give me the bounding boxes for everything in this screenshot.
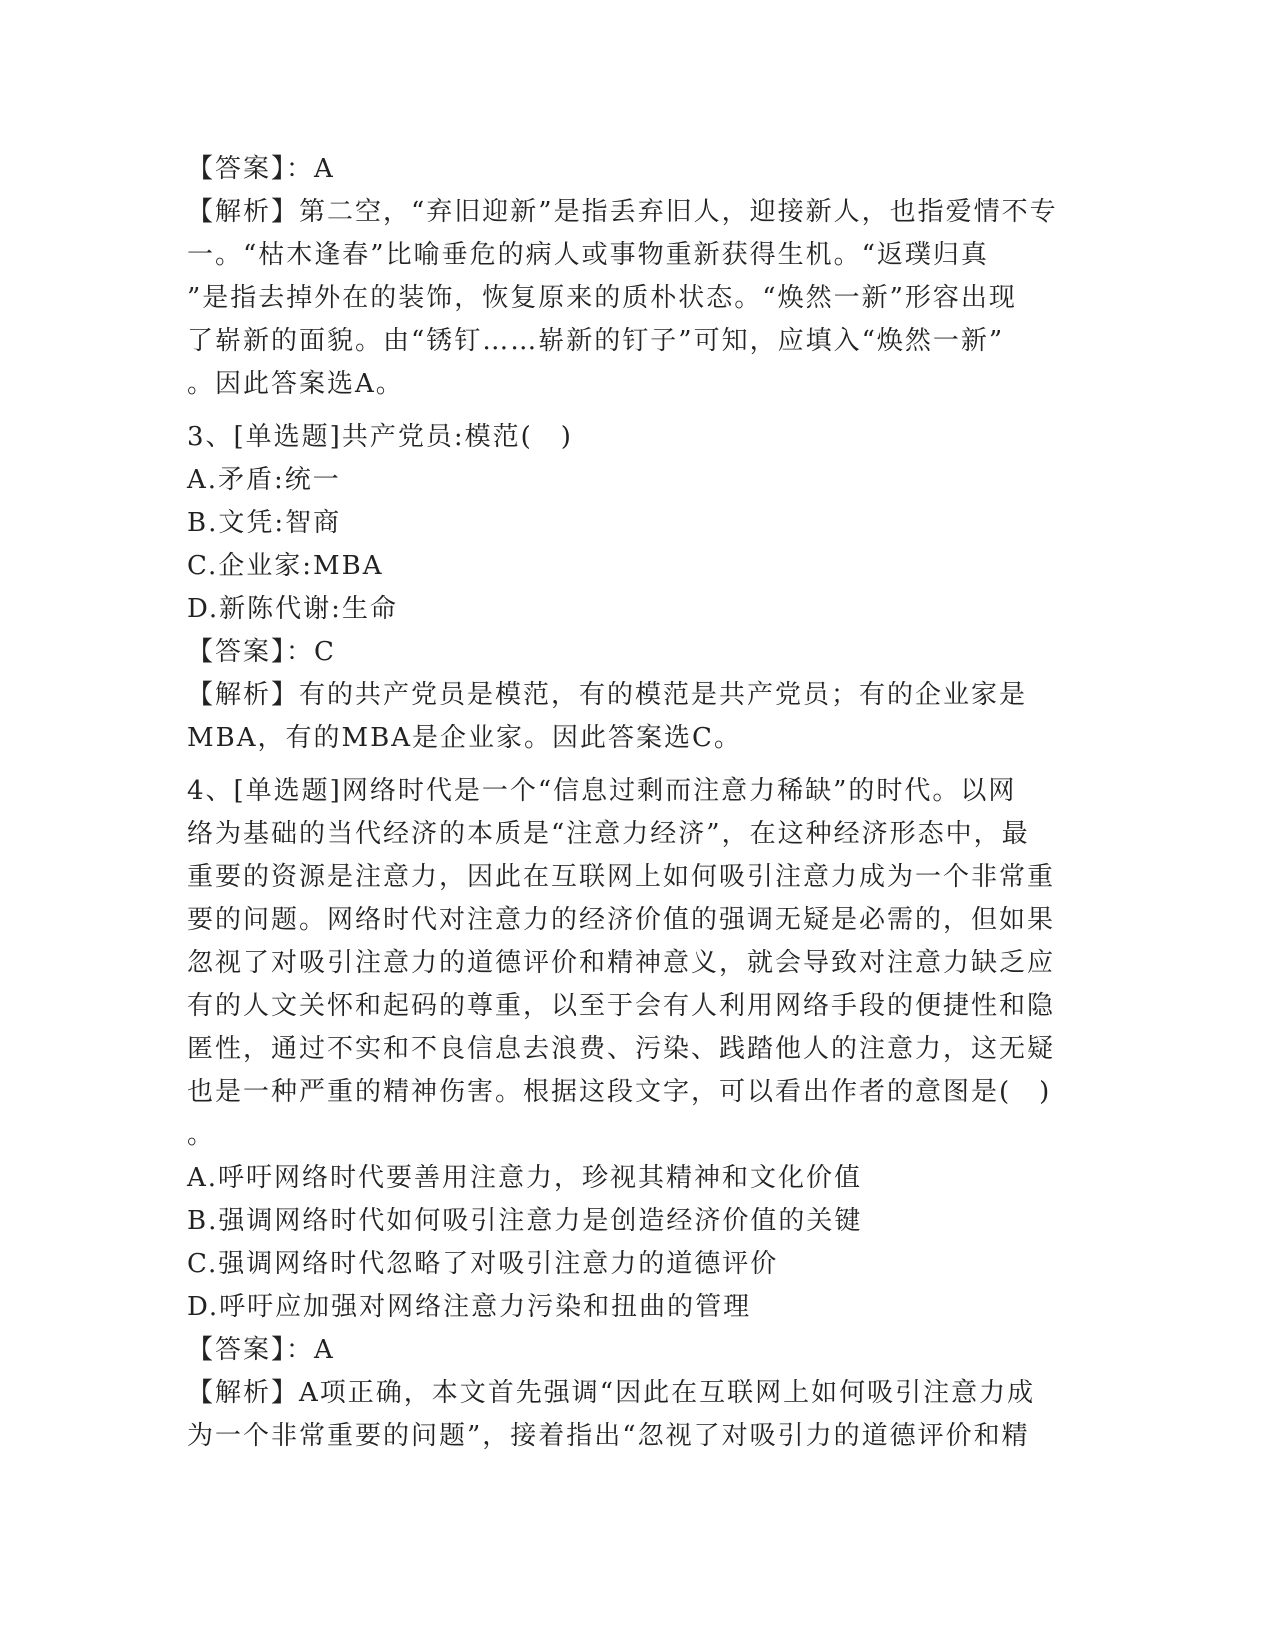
answer-line: 【答案】：A: [187, 154, 335, 184]
analysis-line: MBA，有的MBA是企业家。因此答案选C。: [187, 723, 742, 753]
question-stem-line: 络为基础的当代经济的本质是“注意力经济”，在这种经济形态中，最: [187, 819, 1030, 849]
option-a: A.呼吁网络时代要善用注意力，珍视其精神和文化价值: [187, 1163, 863, 1193]
question-stem-line: 4、[单选题]网络时代是一个“信息过剩而注意力稀缺”的时代。以网: [187, 776, 1017, 806]
question-stem-line: 。: [187, 1120, 216, 1150]
question-stem-line: 重要的资源是注意力，因此在互联网上如何吸引注意力成为一个非常重: [187, 862, 1056, 892]
analysis-line: 一。“枯木逢春”比喻垂危的病人或事物重新获得生机。“返璞归真: [187, 240, 989, 270]
question-2-tail: [187, 148, 1087, 406]
question-stem: 3、[单选题]共产党员:模范( ): [187, 422, 573, 452]
question-4: [187, 770, 1087, 1458]
question-stem-line: 忽视了对吸引注意力的道德评价和精神意义，就会导致对注意力缺乏应: [187, 948, 1056, 978]
question-stem-line: 有的人文关怀和起码的尊重，以至于会有人利用网络手段的便捷性和隐: [187, 991, 1056, 1021]
analysis-line: 【解析】第二空，“弃旧迎新”是指丢弃旧人，迎接新人，也指爱情不专: [187, 197, 1058, 227]
option-b: B.强调网络时代如何吸引注意力是创造经济价值的关键: [187, 1206, 863, 1236]
analysis-line: ”是指去掉外在的装饰，恢复原来的质朴状态。“焕然一新”形容出现: [187, 283, 1017, 313]
option-a: A.矛盾:统一: [187, 465, 341, 495]
option-c: C.企业家:MBA: [187, 551, 384, 581]
question-3: [187, 416, 1087, 760]
analysis-line: 。因此答案选A。: [187, 369, 404, 399]
question-stem-line: 要的问题。网络时代对注意力的经济价值的强调无疑是必需的，但如果: [187, 905, 1056, 935]
document-body: [187, 148, 1087, 1458]
option-d: D.呼吁应加强对网络注意力污染和扭曲的管理: [187, 1292, 752, 1322]
analysis-line: 了崭新的面貌。由“锈钉……崭新的钉子”可知，应填入“焕然一新”: [187, 326, 1005, 356]
question-stem-line: 匿性，通过不实和不良信息去浪费、污染、践踏他人的注意力，这无疑: [187, 1034, 1056, 1064]
answer-line: 【答案】：A: [187, 1335, 335, 1365]
analysis-line: 【解析】A项正确，本文首先强调“因此在互联网上如何吸引注意力成: [187, 1378, 1036, 1408]
answer-line: 【答案】：C: [187, 637, 336, 667]
option-b: B.文凭:智商: [187, 508, 342, 538]
analysis-line: 为一个非常重要的问题”，接着指出“忽视了对吸引力的道德评价和精: [187, 1421, 1030, 1451]
question-stem-line: 也是一种严重的精神伤害。根据这段文字，可以看出作者的意图是( ): [187, 1077, 1052, 1107]
option-d: D.新陈代谢:生命: [187, 594, 398, 624]
option-c: C.强调网络时代忽略了对吸引注意力的道德评价: [187, 1249, 779, 1279]
analysis-line: 【解析】有的共产党员是模范，有的模范是共产党员；有的企业家是: [187, 680, 1028, 710]
